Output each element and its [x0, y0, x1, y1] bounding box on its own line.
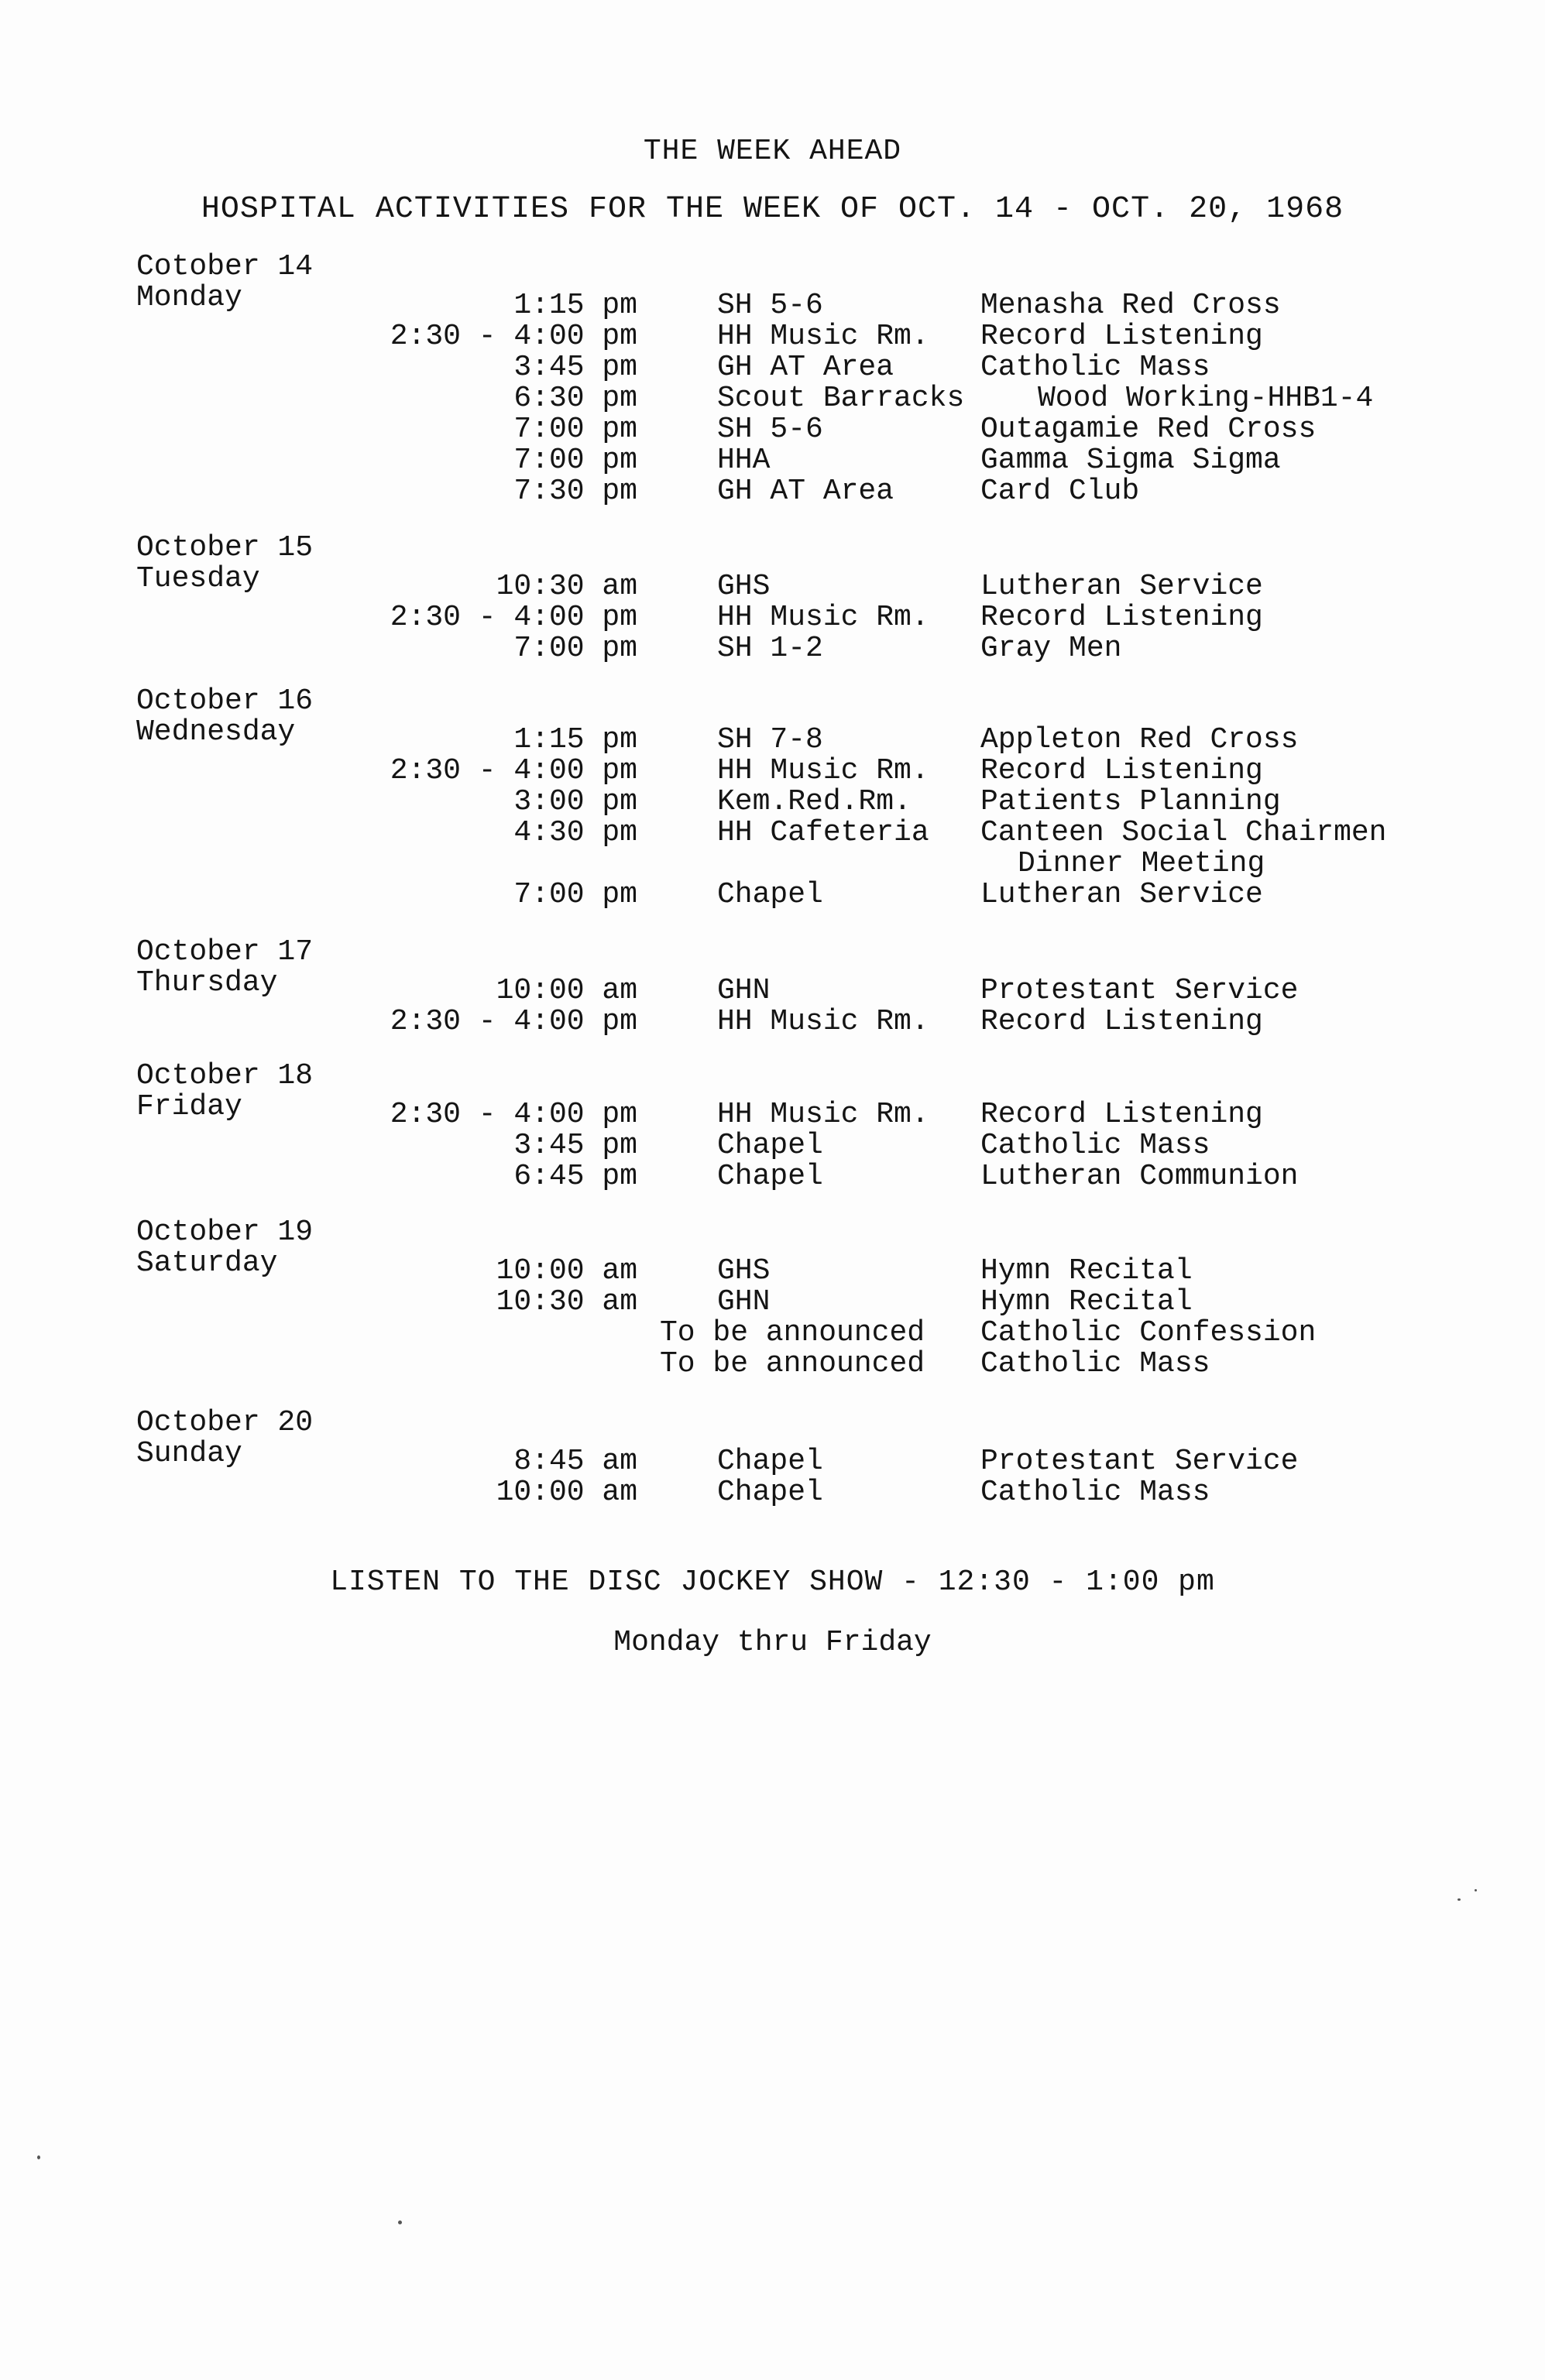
event-row	[136, 1130, 1453, 1161]
event-time: 3:45 pm	[513, 351, 637, 384]
event-time: 10:00 am	[496, 1476, 637, 1509]
event-row	[136, 1287, 1453, 1318]
day-weekday: Tuesday	[136, 562, 260, 595]
day-date: October 17	[136, 935, 314, 969]
event-activity: Hymn Recital	[980, 1254, 1193, 1288]
event-location: HH Cafeteria	[717, 816, 929, 849]
event-activity: Patients Planning	[980, 785, 1281, 818]
event-time: 4:30 pm	[513, 816, 637, 849]
day-date: October 16	[136, 684, 314, 718]
event-location: HH Music Rm.	[717, 320, 929, 353]
event-location: To be announced	[660, 1347, 925, 1380]
event-activity: Record Listening	[980, 754, 1263, 787]
event-activity: Lutheran Communion	[980, 1160, 1299, 1193]
page-subtitle: HOSPITAL ACTIVITIES FOR THE WEEK OF OCT. 14 - OCT. 20, 1968	[201, 192, 1344, 227]
event-activity: Wood Working-HHB1-4	[1038, 382, 1374, 415]
event-location: Chapel	[717, 1476, 823, 1509]
event-activity: Record Listening	[980, 1005, 1263, 1038]
day-weekday: Sunday	[136, 1437, 242, 1470]
event-time: 1:15 pm	[513, 289, 637, 322]
event-row	[136, 290, 1453, 321]
event-row	[136, 1256, 1453, 1287]
event-time: 7:00 pm	[513, 444, 637, 477]
event-location: SH 7-8	[717, 723, 823, 756]
event-location: Kem.Red.Rm.	[717, 785, 912, 818]
event-time: 3:00 pm	[513, 785, 637, 818]
footer-announcement: LISTEN TO THE DISC JOCKEY SHOW - 12:30 - 1:00 pm	[330, 1566, 1215, 1599]
event-time: 7:00 pm	[513, 632, 637, 665]
event-activity: Catholic Mass	[980, 1129, 1210, 1162]
event-row	[136, 602, 1453, 633]
event-activity-line: Canteen Social Chairmen	[980, 816, 1387, 849]
event-time: 10:30 am	[496, 1285, 637, 1319]
event-activity: Record Listening	[980, 1098, 1263, 1131]
event-row	[136, 756, 1453, 787]
day-weekday: Wednesday	[136, 715, 296, 749]
event-activity: Catholic Mass	[980, 351, 1210, 384]
event-activity: Appleton Red Cross	[980, 723, 1299, 756]
event-row	[136, 1349, 1453, 1380]
event-activity: Catholic Mass	[980, 1476, 1210, 1509]
event-activity	[980, 818, 1387, 880]
event-activity: Catholic Mass	[980, 1347, 1210, 1380]
event-time: 2:30 - 4:00 pm	[390, 754, 637, 787]
event-location: GHN	[717, 974, 771, 1007]
scan-speck	[37, 2155, 40, 2159]
event-time: 6:30 pm	[513, 382, 637, 415]
event-row	[136, 1318, 1453, 1349]
event-time: 10:00 am	[496, 1254, 637, 1288]
event-time: 8:45 am	[513, 1445, 637, 1478]
event-location: HHA	[717, 444, 771, 477]
event-time: 2:30 - 4:00 pm	[390, 1005, 637, 1038]
event-location: SH 1-2	[717, 632, 823, 665]
page-title: THE WEEK AHEAD	[643, 135, 902, 168]
event-time: 2:30 - 4:00 pm	[390, 1098, 637, 1131]
event-row	[136, 383, 1453, 414]
event-location: SH 5-6	[717, 413, 823, 446]
event-location: HH Music Rm.	[717, 601, 929, 634]
event-row	[136, 787, 1453, 818]
event-row	[136, 725, 1453, 756]
event-time: 7:00 pm	[513, 413, 637, 446]
event-time: 6:45 pm	[513, 1160, 637, 1193]
event-activity: Outagamie Red Cross	[980, 413, 1317, 446]
scan-speck	[1475, 1889, 1477, 1891]
event-activity: Menasha Red Cross	[980, 289, 1281, 322]
day-date: October 19	[136, 1216, 314, 1249]
event-location: GH AT Area	[717, 351, 894, 384]
event-row	[136, 571, 1453, 602]
event-activity: Card Club	[980, 475, 1140, 508]
event-location: Chapel	[717, 878, 823, 911]
day-date: October 18	[136, 1059, 314, 1092]
event-row	[136, 880, 1453, 911]
event-row	[136, 414, 1453, 445]
day-weekday: Thursday	[136, 966, 278, 1000]
day-weekday: Saturday	[136, 1247, 278, 1280]
event-location: GHN	[717, 1285, 771, 1319]
event-row	[136, 445, 1453, 476]
event-row	[136, 352, 1453, 383]
event-location: GHS	[717, 570, 771, 603]
event-location: Scout Barracks	[717, 382, 965, 415]
event-location: To be announced	[660, 1316, 925, 1349]
event-location: HH Music Rm.	[717, 754, 929, 787]
event-location: HH Music Rm.	[717, 1005, 929, 1038]
event-activity: Catholic Confession	[980, 1316, 1317, 1349]
event-row	[136, 633, 1453, 664]
event-row	[136, 1477, 1453, 1508]
event-row	[136, 1161, 1453, 1192]
event-location: GH AT Area	[717, 475, 894, 508]
event-time: 1:15 pm	[513, 723, 637, 756]
event-row	[136, 1446, 1453, 1477]
day-date: October 20	[136, 1406, 314, 1439]
scan-speck	[398, 2221, 402, 2224]
event-location: GHS	[717, 1254, 771, 1288]
event-time: 10:30 am	[496, 570, 637, 603]
event-time: 3:45 pm	[513, 1129, 637, 1162]
event-row	[136, 818, 1453, 880]
event-time: 2:30 - 4:00 pm	[390, 320, 637, 353]
event-activity: Record Listening	[980, 320, 1263, 353]
event-time: 7:00 pm	[513, 878, 637, 911]
event-location: Chapel	[717, 1129, 823, 1162]
footer-schedule-note: Monday thru Friday	[613, 1626, 932, 1659]
event-activity: Lutheran Service	[980, 878, 1263, 911]
event-activity: Hymn Recital	[980, 1285, 1193, 1319]
event-activity: Protestant Service	[980, 1445, 1299, 1478]
event-time: 2:30 - 4:00 pm	[390, 601, 637, 634]
event-activity-line: Dinner Meeting	[1018, 847, 1265, 880]
event-time: 7:30 pm	[513, 475, 637, 508]
event-location: Chapel	[717, 1160, 823, 1193]
day-date: October 15	[136, 531, 314, 564]
event-activity: Gamma Sigma Sigma	[980, 444, 1281, 477]
event-time: 10:00 am	[496, 974, 637, 1007]
day-date: Cotober 14	[136, 250, 314, 283]
event-activity: Record Listening	[980, 601, 1263, 634]
event-location: HH Music Rm.	[717, 1098, 929, 1131]
scan-speck	[1457, 1898, 1461, 1901]
event-activity: Lutheran Service	[980, 570, 1263, 603]
day-weekday: Friday	[136, 1090, 242, 1123]
event-location: Chapel	[717, 1445, 823, 1478]
event-row	[136, 976, 1453, 1007]
event-activity: Protestant Service	[980, 974, 1299, 1007]
event-row	[136, 321, 1453, 352]
event-row	[136, 476, 1453, 507]
event-location: SH 5-6	[717, 289, 823, 322]
day-weekday: Monday	[136, 281, 242, 314]
event-activity: Gray Men	[980, 632, 1122, 665]
event-row	[136, 1007, 1453, 1037]
event-row	[136, 1099, 1453, 1130]
